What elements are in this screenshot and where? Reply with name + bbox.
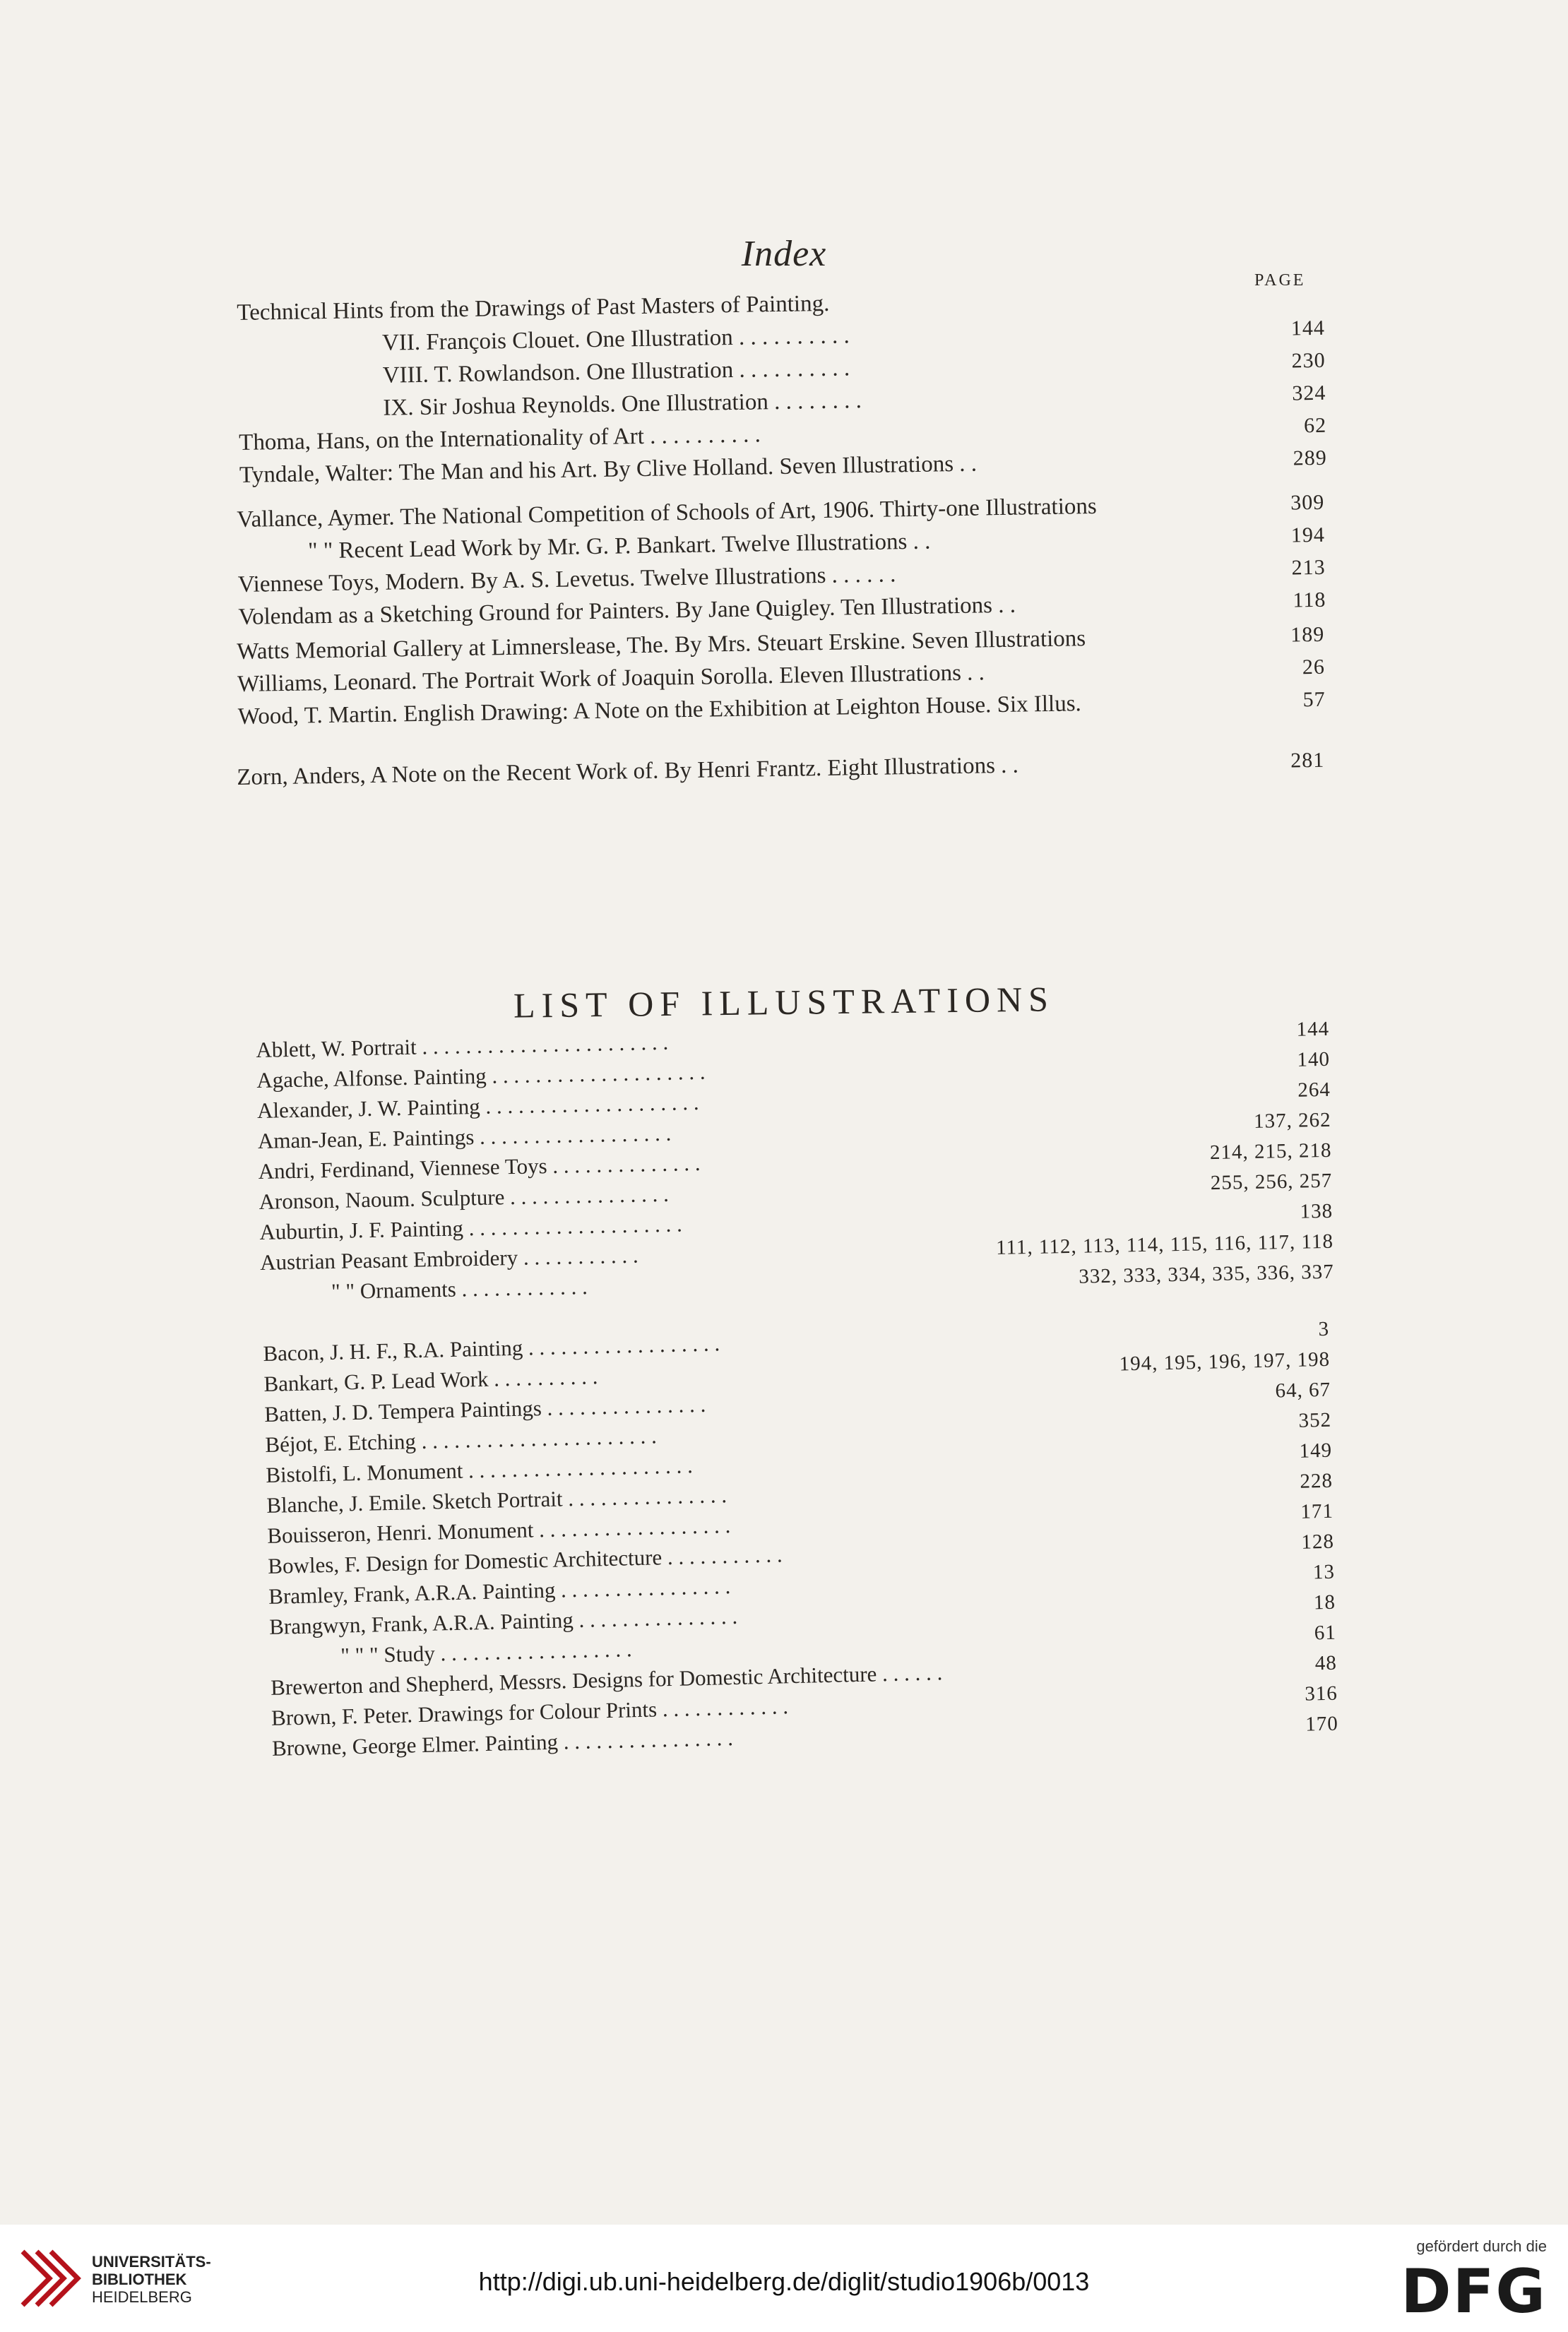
illustration-entry-text: Auburtin, J. F. Painting . . . . . . . . . . . . . . . . . . . . [259, 1211, 683, 1244]
illustration-entry-page: 137, 262 [1253, 1108, 1331, 1133]
illustration-entry-page: 332, 333, 334, 335, 336, 337 [1078, 1260, 1335, 1288]
index-entry-page: 194 [1290, 523, 1326, 547]
index-entry-text: Watts Memorial Gallery at Limnerslease, The. By Mrs. Steuart Erskine. Seven Illustrations [237, 626, 1086, 665]
illustration-entry-page: 13 [1312, 1560, 1336, 1584]
index-entry-text: Volendam as a Sketching Ground for Painters. By Jane Quigley. Ten Illustrations . . [238, 592, 1016, 630]
illustration-entry-page: 264 [1297, 1078, 1331, 1102]
illustrations-group-b [263, 1314, 1338, 1763]
illustration-entry-page: 61 [1314, 1621, 1337, 1645]
index-entry-text: VIII. T. Rowlandson. One Illustration . . . . . . . . . . [382, 355, 850, 388]
dfg-logo[interactable]: DFG [1401, 2256, 1547, 2327]
illustration-entry-text: Bankart, G. P. Lead Work . . . . . . . . . . [263, 1364, 598, 1396]
illustration-entry-page: 214, 215, 218 [1209, 1138, 1332, 1165]
list-of-illustrations-title: LIST OF ILLUSTRATIONS [513, 979, 1055, 1025]
illustration-entry-text: Bacon, J. H. F., R.A. Painting . . . . . . . . . . . . . . . . . . [263, 1331, 720, 1366]
library-line-3: HEIDELBERG [92, 2288, 192, 2306]
illustration-entry-text: " " Ornaments . . . . . . . . . . . . [331, 1274, 588, 1304]
index-entry-text: Viennese Toys, Modern. By A. S. Levetus. Twelve Illustrations . . . . . . [237, 561, 896, 597]
index-entry-page: 189 [1290, 622, 1325, 647]
illustration-entry-text: Bramley, Frank, A.R.A. Painting . . . . . . . . . . . . . . . . [268, 1573, 731, 1609]
illustration-entry-page: 255, 256, 257 [1210, 1169, 1333, 1195]
index-group-v [237, 487, 1326, 633]
index-entry-text: Tyndale, Walter: The Man and his Art. By Clive Holland. Seven Illustrations . . [239, 451, 978, 488]
illustration-entry-text: Brangwyn, Frank, A.R.A. Painting . . . . . . . . . . . . . . . [268, 1603, 738, 1639]
illustration-entry-text: Andri, Ferdinand, Viennese Toys . . . . . . . . . . . . . . [258, 1150, 701, 1184]
illustration-entry-page: 149 [1299, 1439, 1333, 1463]
index-entry-text: Thoma, Hans, on the Internationality of Art . . . . . . . . . . [238, 422, 761, 456]
illustration-entry-page: 144 [1296, 1017, 1330, 1041]
index-group-z [237, 744, 1325, 794]
index-entry-page: 289 [1293, 446, 1328, 470]
index-entry-text: IX. Sir Joshua Reynolds. One Illustration . . . . . . . . [383, 388, 862, 421]
index-entry-page: 144 [1290, 316, 1326, 340]
index-entry-page: 26 [1302, 655, 1326, 679]
index-group-w [237, 619, 1326, 733]
index-entry-text: Wood, T. Martin. English Drawing: A Note on the Exhibition at Leighton House. Six Illus. [237, 691, 1082, 730]
page-column-label: PAGE [1254, 271, 1306, 290]
illustration-entry-text: Browne, George Elmer. Painting . . . . . . . . . . . . . . . . [271, 1725, 734, 1761]
illustration-entry-page: 48 [1314, 1651, 1338, 1675]
illustration-entry-text: Aronson, Naoum. Sculpture . . . . . . . . . . . . . . . [259, 1181, 670, 1214]
index-title: Index [741, 234, 827, 274]
funding-caption: gefördert durch die [1416, 2237, 1547, 2255]
index-entry-page: 213 [1291, 555, 1326, 580]
index-entry-text: Vallance, Aymer. The National Competition of Schools of Art, 1906. Thirty-one Illustrations [237, 493, 1097, 533]
illustration-entry-text: Batten, J. D. Tempera Paintings . . . . . . . . . . . . . . . [264, 1391, 706, 1427]
index-entry-text: Zorn, Anders, A Note on the Recent Work of. By Henri Frantz. Eight Illustrations . . [237, 752, 1019, 790]
library-line-1: UNIVERSITÄTS- [92, 2253, 211, 2271]
index-entry-page: 324 [1292, 381, 1326, 405]
source-url-link[interactable]: http://digi.ub.uni-heidelberg.de/diglit/studio1906b/0013 [478, 2267, 1090, 2296]
illustration-entry-text: Alexander, J. W. Painting . . . . . . . . . . . . . . . . . . . . [256, 1089, 699, 1123]
index-entry-page: 281 [1290, 748, 1325, 773]
illustration-entry-text: Aman-Jean, E. Paintings . . . . . . . . . . . . . . . . . . [257, 1120, 672, 1153]
index-entry [237, 744, 1325, 794]
library-line-2: BIBLIOTHEK [92, 2271, 187, 2288]
illustration-entry-text: Agache, Alfonse. Painting . . . . . . . . . . . . . . . . . . . . [256, 1059, 706, 1093]
illustration-entry-text: Austrian Peasant Embroidery . . . . . . . . . . . [259, 1242, 639, 1275]
illustration-entry-text: Bouisseron, Henri. Monument . . . . . . . . . . . . . . . . . . [266, 1513, 731, 1548]
index-entry-page: 309 [1290, 490, 1325, 515]
illustration-entry-page: 194, 195, 196, 197, 198 [1119, 1348, 1331, 1376]
illustration-entry-page: 171 [1300, 1499, 1334, 1523]
illustration-entry-text: Béjot, E. Etching . . . . . . . . . . . . . . . . . . . . . . [265, 1423, 658, 1457]
illustration-entry-page: 18 [1313, 1590, 1336, 1614]
illustration-entry-page: 316 [1304, 1682, 1338, 1706]
index-entry-page: 230 [1291, 348, 1326, 373]
illustration-entry-text: Brewerton and Shepherd, Messrs. Designs for Domestic Architecture . . . . . . [270, 1660, 943, 1700]
illustration-entry-text: Bistolfi, L. Monument . . . . . . . . . . . . . . . . . . . . . [265, 1453, 694, 1487]
illustration-entry-page: 3 [1318, 1317, 1330, 1341]
index-entry-text: Williams, Leonard. The Portrait Work of Joaquin Sorolla. Eleven Illustrations . . [237, 660, 985, 697]
illustration-entry-page: 228 [1300, 1469, 1334, 1493]
index-group-t [237, 280, 1327, 492]
index-entry-text: " " Recent Lead Work by Mr. G. P. Bankart. Twelve Illustrations . . [307, 528, 931, 564]
illustration-entry-text: " " " Study . . . . . . . . . . . . . . . . . . [340, 1636, 633, 1668]
illustration-entry-text: Brown, F. Peter. Drawings for Colour Prints . . . . . . . . . . . . [271, 1694, 789, 1730]
illustration-entry-text: Blanche, J. Emile. Sketch Portrait . . . . . . . . . . . . . . . [266, 1482, 727, 1518]
illustrations-group-a [256, 1014, 1334, 1308]
index-entry-text: Technical Hints from the Drawings of Past Masters of Painting. [237, 290, 830, 326]
illustration-entry-text: Ablett, W. Portrait . . . . . . . . . . . . . . . . . . . . . . . [256, 1029, 669, 1062]
illustration-entry-page: 64, 67 [1275, 1378, 1331, 1403]
illustration-entry-page: 138 [1300, 1199, 1334, 1223]
index-entry-text: VII. François Clouet. One Illustration . . . . . . . . . . [381, 323, 850, 356]
index-entry-page: 62 [1303, 413, 1327, 438]
illustration-entry-text: Bowles, F. Design for Domestic Architecture . . . . . . . . . . . [267, 1542, 783, 1578]
index-entry-page: 118 [1293, 588, 1326, 612]
illustration-entry-page: 111, 112, 113, 114, 115, 116, 117, 118 [995, 1230, 1334, 1259]
index-entry-page: 57 [1302, 687, 1326, 712]
illustration-entry-page: 128 [1301, 1530, 1335, 1554]
illustration-entry-page: 170 [1305, 1712, 1339, 1736]
illustration-entry-page: 352 [1298, 1408, 1332, 1432]
footer-bar [0, 2225, 1568, 2332]
illustration-entry-page: 140 [1297, 1047, 1331, 1071]
